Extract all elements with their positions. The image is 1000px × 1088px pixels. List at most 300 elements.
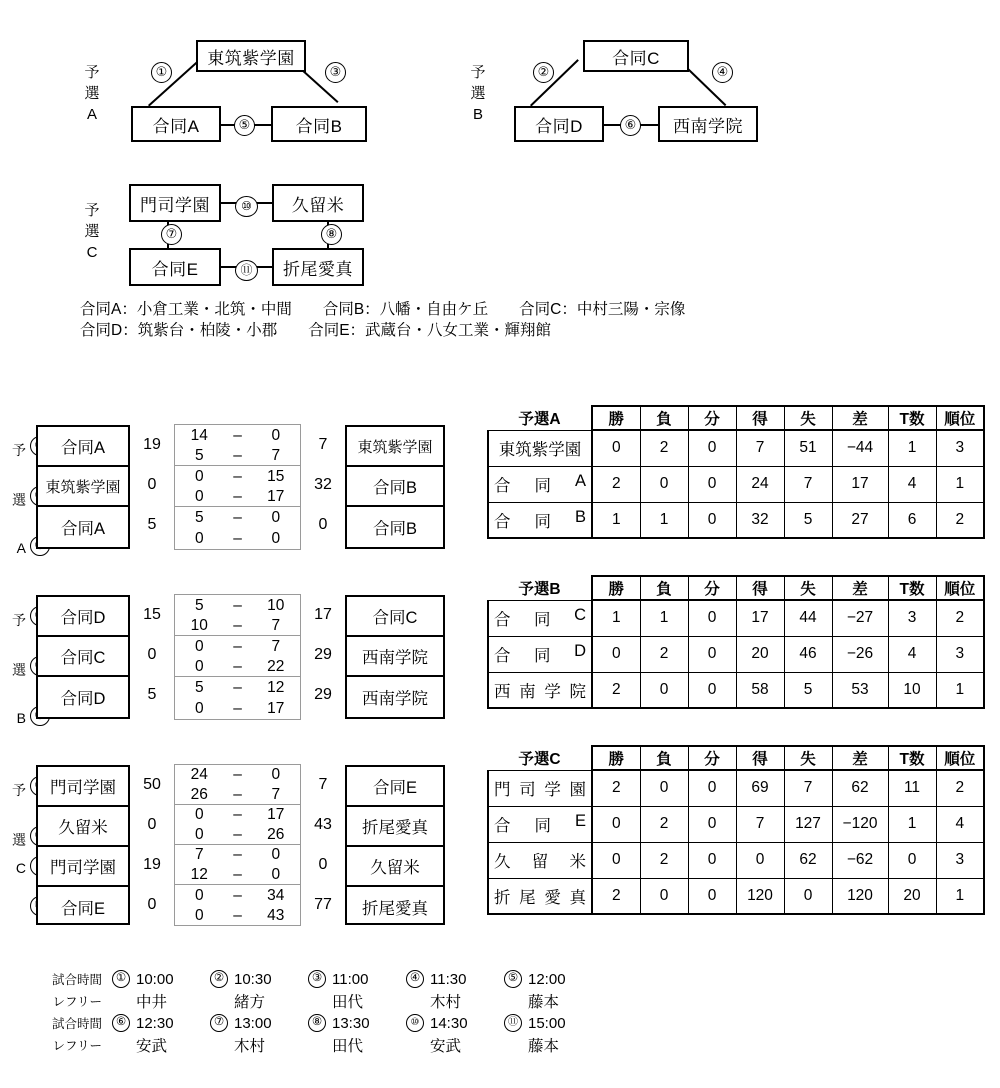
standings-a-row-2-team-spread — [491, 508, 589, 532]
standings-b-col-4: 失 — [784, 576, 832, 600]
bracket-c-match-11-number: ⑪ — [235, 260, 258, 281]
schedule-slot-8-time-value: 13:30 — [332, 1014, 370, 1032]
results-a-row-1-right-total: 32 — [314, 476, 332, 493]
results-a-score-column — [174, 424, 301, 550]
results-c-side-char-2: C — [15, 860, 26, 876]
standings-b-table — [487, 575, 985, 709]
standings-b-col-1: 負 — [640, 576, 688, 600]
standings-c-title: 予選C — [518, 750, 561, 768]
schedule-slot-10-referee — [396, 1034, 494, 1056]
standings-a-row-0-val-0: 0 — [592, 430, 640, 466]
results-c-row-3-half-1-dash: – — [233, 906, 242, 924]
standings-b-row-1-val-2: 0 — [688, 636, 736, 672]
schedule-slot-2-referee-value: 緒方 — [234, 994, 266, 1011]
bracket-c-top-left-team: 門司学園 — [129, 184, 221, 222]
bracket-c-bottom-left-team: 合同E — [129, 248, 221, 286]
schedule-slot-6-number: ⑥ — [112, 1014, 130, 1032]
standings-c-row-1-val-5: −120 — [832, 806, 888, 842]
legend-line-2: 合同D：筑紫台・柏陵・小郡 合同E：武蔵台・八女工業・輝翔館 — [80, 322, 552, 339]
standings-b-row-0-val-6: 3 — [888, 600, 936, 636]
standings-c-row-3-val-4: 0 — [784, 878, 832, 914]
schedule-slot-8-number: ⑧ — [308, 1014, 326, 1032]
results-a-row-0-half-1-left: 5 — [194, 446, 204, 464]
bracket-c-label-char-1: 選 — [84, 223, 100, 240]
standings-b-row-0-val-2: 0 — [688, 600, 736, 636]
standings-b-row-2-val-6: 10 — [888, 672, 936, 708]
standings-a-col-7: 順位 — [936, 406, 984, 430]
results-c-row-1-half-1-dash: – — [233, 825, 242, 843]
results-b-row-1-half-1-right: 22 — [267, 657, 285, 675]
results-a-left-points-column — [130, 425, 174, 545]
results-c-row-3-half-0-right: 34 — [267, 886, 285, 904]
standings-c-row-1-team-spread — [491, 812, 589, 836]
schedule-slot-2-time — [200, 970, 298, 988]
standings-a-row-0-val-3: 7 — [736, 430, 784, 466]
results-c-side-char-1: 選 — [12, 832, 26, 848]
standings-b-col-0: 勝 — [592, 576, 640, 600]
results-b-left-team-column — [36, 595, 130, 719]
results-c-row-1-right-team: 折尾愛真 — [347, 807, 443, 847]
standings-c-row-2-val-4: 62 — [784, 842, 832, 878]
bracket-a-right-team: 合同B — [271, 106, 367, 142]
results-a-row-1-right-team: 合同B — [347, 467, 443, 507]
results-b-row-0-right-team: 合同C — [347, 597, 443, 637]
standings-a-row-1-val-3: 24 — [736, 466, 784, 502]
results-a-row-1-half-0-right: 15 — [267, 467, 285, 485]
results-b-row-1-right-team: 西南学院 — [347, 637, 443, 677]
results-a-row-0-right-total: 7 — [318, 436, 328, 453]
standings-b-col-7: 順位 — [936, 576, 984, 600]
results-c-left-points-column — [130, 765, 174, 925]
schedule-slot-7-referee-value: 木村 — [234, 1038, 266, 1055]
schedule-slot-11-referee — [494, 1034, 592, 1056]
standings-c-row-0-val-6: 11 — [888, 770, 936, 806]
results-c-row-2-half-0-dash: – — [233, 846, 242, 864]
results-c-row-2-left-total: 19 — [143, 856, 161, 873]
schedule-slot-7-number: ⑦ — [210, 1014, 228, 1032]
results-b-right-points-column — [301, 595, 345, 715]
standings-c-row-1-val-0: 0 — [592, 806, 640, 842]
results-c-row-2-right-total: 0 — [318, 856, 328, 873]
standings-c-row-0-val-0: 2 — [592, 770, 640, 806]
schedule-slot-5-number: ⑤ — [504, 970, 522, 988]
schedule-slot-8-referee-value: 田代 — [332, 1038, 364, 1055]
standings-c-row-1-val-1: 2 — [640, 806, 688, 842]
results-c-row-2-left-team: 門司学園 — [38, 847, 128, 887]
results-a-row-1-left-team: 東筑紫学園 — [38, 467, 128, 507]
standings-c-row-0-val-7: 2 — [936, 770, 984, 806]
schedule-time-row-2 — [40, 1012, 592, 1034]
standings-c-row-3-val-3: 120 — [736, 878, 784, 914]
schedule-slot-1-referee — [102, 990, 200, 1012]
standings-b-row-2-val-1: 0 — [640, 672, 688, 708]
standings-b-title: 予選B — [518, 580, 561, 598]
results-c-row-3-left-team: 合同E — [60, 900, 105, 918]
schedule-slot-5-referee-value: 藤本 — [528, 994, 560, 1011]
results-b-left-points-column — [130, 595, 174, 715]
results-b-row-2-left-total: 5 — [147, 686, 157, 703]
standings-a-row-0-val-7: 3 — [936, 430, 984, 466]
results-c-row-3-half-0-left: 0 — [194, 886, 204, 904]
results-c-row-2-scores — [175, 845, 300, 885]
standings-b-row-0-team-spread — [491, 606, 589, 630]
table-row — [488, 878, 984, 914]
standings-c-row-2-val-2: 0 — [688, 842, 736, 878]
standings-c-row-2-team — [488, 842, 592, 878]
standings-a-row-2-val-1: 1 — [640, 502, 688, 538]
results-c-row-1-half-0-right: 17 — [267, 806, 285, 824]
standings-c-col-2: 分 — [688, 746, 736, 770]
results-a-row-1-half-1-right: 17 — [267, 487, 285, 505]
standings-a-row-1-val-0: 2 — [592, 466, 640, 502]
standings-a-row-0-val-2: 0 — [688, 430, 736, 466]
standings-a-row-2-val-2: 0 — [688, 502, 736, 538]
table-row — [488, 600, 984, 636]
schedule-slot-10-referee-value: 安武 — [430, 1038, 462, 1055]
results-a-row-0-half-0-dash: – — [233, 426, 242, 444]
results-b-row-2-right-total: 29 — [314, 686, 332, 703]
standings-a-table — [487, 405, 985, 539]
standings-b-row-1-val-6: 4 — [888, 636, 936, 672]
bracket-a-label-char-1: 選 — [84, 85, 100, 102]
standings-a-row-1-val-4: 7 — [784, 466, 832, 502]
standings-table-a — [487, 405, 985, 539]
standings-c-row-0-team-part-3: 園 — [569, 781, 586, 799]
standings-c-col-6: T数 — [888, 746, 936, 770]
standings-a-row-2-val-0: 1 — [592, 502, 640, 538]
standings-a-col-6: T数 — [888, 406, 936, 430]
legend-line-1: 合同A：小倉工業・北筑・中間 合同B：八幡・自由ケ丘 合同C：中村三陽・宗像 — [80, 301, 686, 318]
schedule-slot-4-time — [396, 970, 494, 988]
table-row — [488, 636, 984, 672]
standings-c-row-3-team-part-0: 折 — [494, 888, 511, 907]
results-b-row-1-half-1-left: 0 — [194, 657, 204, 675]
schedule-slot-1-time-value: 10:00 — [136, 970, 174, 988]
results-a-right-team-column — [345, 425, 445, 549]
standings-a-row-1-team-spread — [491, 472, 589, 496]
results-b-side-char-1: 選 — [12, 662, 26, 678]
results-c-row-2-half-0-left: 7 — [194, 846, 204, 864]
standings-a-row-2-team-part-1: 同 — [534, 512, 551, 531]
standings-c-row-3-val-1: 0 — [640, 878, 688, 914]
results-a-row-2-half-1-left: 0 — [194, 530, 204, 547]
standings-c-table — [487, 745, 985, 915]
results-b-row-0-half-1-dash: – — [233, 616, 242, 634]
results-c-row-0-half-1-dash: – — [233, 785, 242, 803]
standings-a-header-row — [488, 406, 984, 430]
standings-a-row-1-val-7: 1 — [936, 466, 984, 502]
schedule-referee-row-2 — [40, 1034, 592, 1056]
standings-c-row-2-val-0: 0 — [592, 842, 640, 878]
standings-a-col-3: 得 — [736, 406, 784, 430]
standings-c-row-2-team-spread — [491, 848, 589, 872]
standings-b-row-2-team — [488, 672, 592, 708]
schedule-slot-10-number: ⑩ — [406, 1014, 424, 1032]
standings-c-row-0-team — [488, 770, 592, 806]
standings-a-row-0-val-6: 1 — [888, 430, 936, 466]
bracket-c-match-10-number: ⑩ — [235, 196, 258, 217]
standings-a-row-2-val-4: 5 — [784, 502, 832, 538]
results-c-row-3-half-1-right: 43 — [267, 906, 285, 924]
results-b-row-0-half-0-right: 10 — [267, 596, 285, 614]
results-c-row-0-scores — [175, 765, 300, 805]
standings-b-row-0-val-3: 17 — [736, 600, 784, 636]
standings-b-row-2-val-5: 53 — [832, 672, 888, 708]
schedule-slot-5-time — [494, 970, 592, 988]
standings-a-col-2: 分 — [688, 406, 736, 430]
results-c-row-1-half-0-left: 0 — [194, 806, 204, 824]
schedule-slot-3-referee — [298, 990, 396, 1012]
bracket-b-label-char-2: B — [472, 106, 483, 123]
schedule-slot-11-number: ⑪ — [504, 1014, 522, 1032]
table-row — [488, 806, 984, 842]
bracket-a-match-5-number: ⑤ — [234, 115, 255, 136]
standings-b-row-1-val-5: −26 — [832, 636, 888, 672]
results-c-row-0-left-team: 門司学園 — [38, 767, 128, 807]
standings-c-row-1-team-part-2: E — [574, 812, 586, 830]
results-a-row-1-half-1-dash: – — [233, 487, 242, 505]
standings-b-row-0-team-part-1: 同 — [534, 611, 551, 629]
standings-c-row-1-team-part-1: 同 — [534, 817, 551, 835]
bracket-b-label-char-0: 予 — [470, 64, 486, 81]
standings-c-row-3-team-part-2: 愛 — [544, 888, 561, 907]
results-b-row-1-right-total: 29 — [314, 646, 332, 663]
results-a-row-2-right-team: 合同B — [372, 520, 417, 538]
bracket-a-left-team: 合同A — [131, 106, 221, 142]
results-c-row-0-half-0-left: 24 — [190, 766, 208, 784]
results-a-row-2-right-total: 0 — [318, 516, 328, 533]
standings-b-row-1-team-part-0: 合 — [494, 647, 511, 665]
results-b-row-0-right-total: 17 — [314, 606, 332, 623]
results-b-row-0-half-1-right: 7 — [271, 616, 281, 634]
bracket-c-bottom-right-team: 折尾愛真 — [272, 248, 364, 286]
standings-c-row-2-val-1: 2 — [640, 842, 688, 878]
standings-b-row-0-team — [488, 600, 592, 636]
standings-c-row-0-val-1: 0 — [640, 770, 688, 806]
schedule-slot-3-time-value: 11:00 — [332, 970, 369, 988]
standings-c-col-4: 失 — [784, 746, 832, 770]
standings-c-row-2-team-part-1: 留 — [531, 853, 549, 871]
standings-b-row-0-val-7: 2 — [936, 600, 984, 636]
schedule-slot-6-referee-value: 安武 — [136, 1038, 168, 1055]
results-a-row-2-half-0-right: 0 — [271, 509, 281, 526]
results-b-row-2-left-team: 合同D — [60, 690, 106, 708]
results-a-row-2-scores — [175, 507, 300, 549]
schedule-slot-2-referee — [200, 990, 298, 1012]
standings-a-row-1-team-part-1: 同 — [534, 477, 551, 495]
results-b-row-1-half-1-dash: – — [233, 657, 242, 675]
results-c-row-1-half-0-dash: – — [233, 806, 242, 824]
standings-a-row-2-val-3: 32 — [736, 502, 784, 538]
bracket-b-match-2-number: ② — [533, 62, 554, 83]
bracket-b-left-team: 合同D — [514, 106, 604, 142]
results-a-row-0-half-1-right: 7 — [271, 446, 281, 464]
schedule-slot-2-time-value: 10:30 — [234, 970, 272, 988]
bracket-b-top-team: 合同C — [583, 40, 689, 72]
results-c-score-column — [174, 764, 301, 926]
bracket-c-label-char-2: C — [86, 244, 98, 261]
standings-c-row-3-val-2: 0 — [688, 878, 736, 914]
standings-b-row-2-val-7: 1 — [936, 672, 984, 708]
schedule-section — [40, 968, 592, 1056]
standings-c-col-1: 負 — [640, 746, 688, 770]
standings-b-col-3: 得 — [736, 576, 784, 600]
standings-table-b — [487, 575, 985, 709]
results-b-row-1-left-team: 合同C — [38, 637, 128, 677]
schedule-slot-7-time-value: 13:00 — [234, 1014, 272, 1032]
standings-a-row-0-val-1: 2 — [640, 430, 688, 466]
bracket-a-label-char-2: A — [86, 106, 97, 123]
results-a-side-char-1: 選 — [12, 492, 26, 508]
standings-a-row-2-team-part-0: 合 — [494, 512, 511, 531]
results-c-row-3-half-1-left: 0 — [194, 906, 204, 924]
schedule-referee-row-1 — [40, 990, 592, 1012]
standings-b-row-0-val-1: 1 — [640, 600, 688, 636]
standings-c-row-1-val-3: 7 — [736, 806, 784, 842]
results-b-row-1-scores — [175, 636, 300, 677]
standings-b-row-0-val-5: −27 — [832, 600, 888, 636]
results-b-row-2-right-team: 西南学院 — [362, 690, 428, 708]
standings-c-row-1-team — [488, 806, 592, 842]
standings-c-row-0-team-part-1: 司 — [519, 781, 536, 799]
schedule-referee-label-1: レフリー — [52, 995, 102, 1009]
results-a-row-2-left-total: 5 — [147, 516, 157, 533]
bracket-c-label-char-0: 予 — [84, 202, 100, 219]
schedule-slot-1-time — [102, 970, 200, 988]
results-c-row-2-half-1-right: 0 — [271, 865, 281, 883]
standings-b-row-2-team-part-3: 院 — [569, 682, 586, 701]
results-b-row-1-half-0-dash: – — [233, 637, 242, 655]
standings-c-row-3-team-part-1: 尾 — [519, 888, 536, 907]
results-a-row-2-half-1-right: 0 — [271, 530, 281, 547]
schedule-time-label-2: 試合時間 — [51, 1017, 102, 1031]
standings-b-row-1-team-spread — [491, 642, 589, 666]
standings-c-row-3-val-5: 120 — [832, 878, 888, 914]
results-c-row-2-half-1-dash: – — [233, 865, 242, 883]
bracket-c-match-8-number: ⑧ — [321, 224, 342, 245]
standings-b-row-2-team-part-0: 西 — [494, 682, 511, 701]
results-a-row-2-half-0-left: 5 — [194, 509, 204, 526]
results-b-row-0-half-0-left: 5 — [194, 596, 204, 614]
schedule-time-label-1: 試合時間 — [51, 973, 102, 987]
results-c-row-0-half-0-right: 0 — [271, 766, 281, 784]
results-b-row-2-scores — [175, 677, 300, 719]
results-b-score-column — [174, 594, 301, 720]
standings-c-header-row — [488, 746, 984, 770]
bracket-b-match-4-number: ④ — [712, 62, 733, 83]
standings-b-row-2-val-3: 58 — [736, 672, 784, 708]
standings-c-row-3-team-spread — [491, 884, 589, 908]
results-c-row-0-right-team: 合同E — [347, 767, 443, 807]
results-c-row-1-half-1-left: 0 — [194, 825, 204, 843]
bracket-a-top-team: 東筑紫学園 — [196, 40, 306, 72]
results-c-row-2-half-1-left: 12 — [190, 865, 208, 883]
results-b-row-0-half-0-dash: – — [233, 596, 242, 614]
standings-c-row-1-team-part-0: 合 — [494, 817, 511, 835]
standings-c-row-2-val-3: 0 — [736, 842, 784, 878]
standings-c-row-0-val-3: 69 — [736, 770, 784, 806]
standings-a-row-0-team: 東筑紫学園 — [488, 430, 592, 466]
schedule-slot-3-referee-value: 田代 — [332, 994, 364, 1011]
standings-b-row-2-val-0: 2 — [592, 672, 640, 708]
standings-a-row-0-val-5: −44 — [832, 430, 888, 466]
standings-b-col-2: 分 — [688, 576, 736, 600]
standings-c-row-2-val-7: 3 — [936, 842, 984, 878]
standings-c-col-3: 得 — [736, 746, 784, 770]
bracket-a-label-char-0: 予 — [84, 64, 100, 81]
results-c-row-1-scores — [175, 805, 300, 845]
standings-b-row-1-team-part-2: D — [574, 642, 586, 660]
results-b-row-2-half-0-dash: – — [233, 679, 242, 696]
results-a-side-char-0: 予 — [12, 442, 26, 458]
results-b-row-1-half-0-left: 0 — [194, 637, 204, 655]
standings-b-row-1-val-0: 0 — [592, 636, 640, 672]
results-c-right-points-column — [301, 765, 345, 925]
schedule-slot-8-referee — [298, 1034, 396, 1056]
results-b-row-2-half-0-right: 12 — [267, 679, 285, 696]
results-a-row-1-left-total: 0 — [147, 476, 157, 493]
standings-b-row-0-team-part-2: C — [574, 606, 586, 624]
table-row — [488, 842, 984, 878]
standings-c-row-0-val-2: 0 — [688, 770, 736, 806]
schedule-slot-10-time-value: 14:30 — [430, 1014, 468, 1032]
standings-c-col-5: 差 — [832, 746, 888, 770]
results-a-row-0-right-team: 東筑紫学園 — [347, 427, 443, 467]
results-a-row-0-half-0-left: 14 — [190, 426, 208, 444]
standings-a-row-1-val-2: 0 — [688, 466, 736, 502]
results-a-row-2-left-team: 合同A — [60, 520, 105, 538]
schedule-slot-11-time — [494, 1014, 592, 1032]
standings-a-row-1-val-6: 4 — [888, 466, 936, 502]
standings-c-row-2-val-5: −62 — [832, 842, 888, 878]
table-row — [488, 502, 984, 538]
results-c-row-0-half-1-right: 7 — [271, 785, 281, 803]
results-c-row-2-right-team: 久留米 — [347, 847, 443, 887]
schedule-slot-10-time — [396, 1014, 494, 1032]
schedule-slot-11-referee-value: 藤本 — [528, 1038, 560, 1055]
standings-a-row-1-team — [488, 466, 592, 502]
standings-c-row-3-val-7: 1 — [936, 878, 984, 914]
results-c-row-1-left-team: 久留米 — [38, 807, 128, 847]
standings-c-row-2-team-part-2: 米 — [569, 853, 586, 871]
standings-b-row-0-team-part-0: 合 — [494, 611, 511, 629]
schedule-slot-4-referee — [396, 990, 494, 1012]
results-c-left-team-column — [36, 765, 130, 925]
standings-b-row-2-team-spread — [491, 678, 589, 702]
standings-b-row-1-val-4: 46 — [784, 636, 832, 672]
standings-c-row-0-team-part-2: 学 — [544, 781, 561, 799]
standings-b-col-5: 差 — [832, 576, 888, 600]
standings-a-row-2-val-6: 6 — [888, 502, 936, 538]
standings-a-row-2-team-part-2: B — [574, 507, 586, 526]
standings-b-row-2-team-part-2: 学 — [544, 682, 561, 701]
results-b-row-2-half-1-dash: – — [233, 700, 242, 717]
results-c-row-3-half-0-dash: – — [233, 886, 242, 904]
results-c-row-2-half-0-right: 0 — [271, 846, 281, 864]
results-c-row-1-half-1-right: 26 — [267, 825, 285, 843]
results-c-row-3-left-total: 0 — [147, 896, 157, 913]
standings-a-col-4: 失 — [784, 406, 832, 430]
schedule-slot-4-referee-value: 木村 — [430, 994, 462, 1011]
results-a-row-0-left-total: 19 — [143, 436, 161, 453]
standings-c-row-1-val-4: 127 — [784, 806, 832, 842]
results-a-row-0-scores — [175, 425, 300, 466]
schedule-referee-label-2: レフリー — [52, 1039, 102, 1053]
schedule-slot-6-time-value: 12:30 — [136, 1014, 174, 1032]
results-b-row-2-half-0-left: 5 — [194, 679, 204, 696]
results-c-row-3-scores — [175, 885, 300, 925]
results-b-row-1-left-total: 0 — [147, 646, 157, 663]
